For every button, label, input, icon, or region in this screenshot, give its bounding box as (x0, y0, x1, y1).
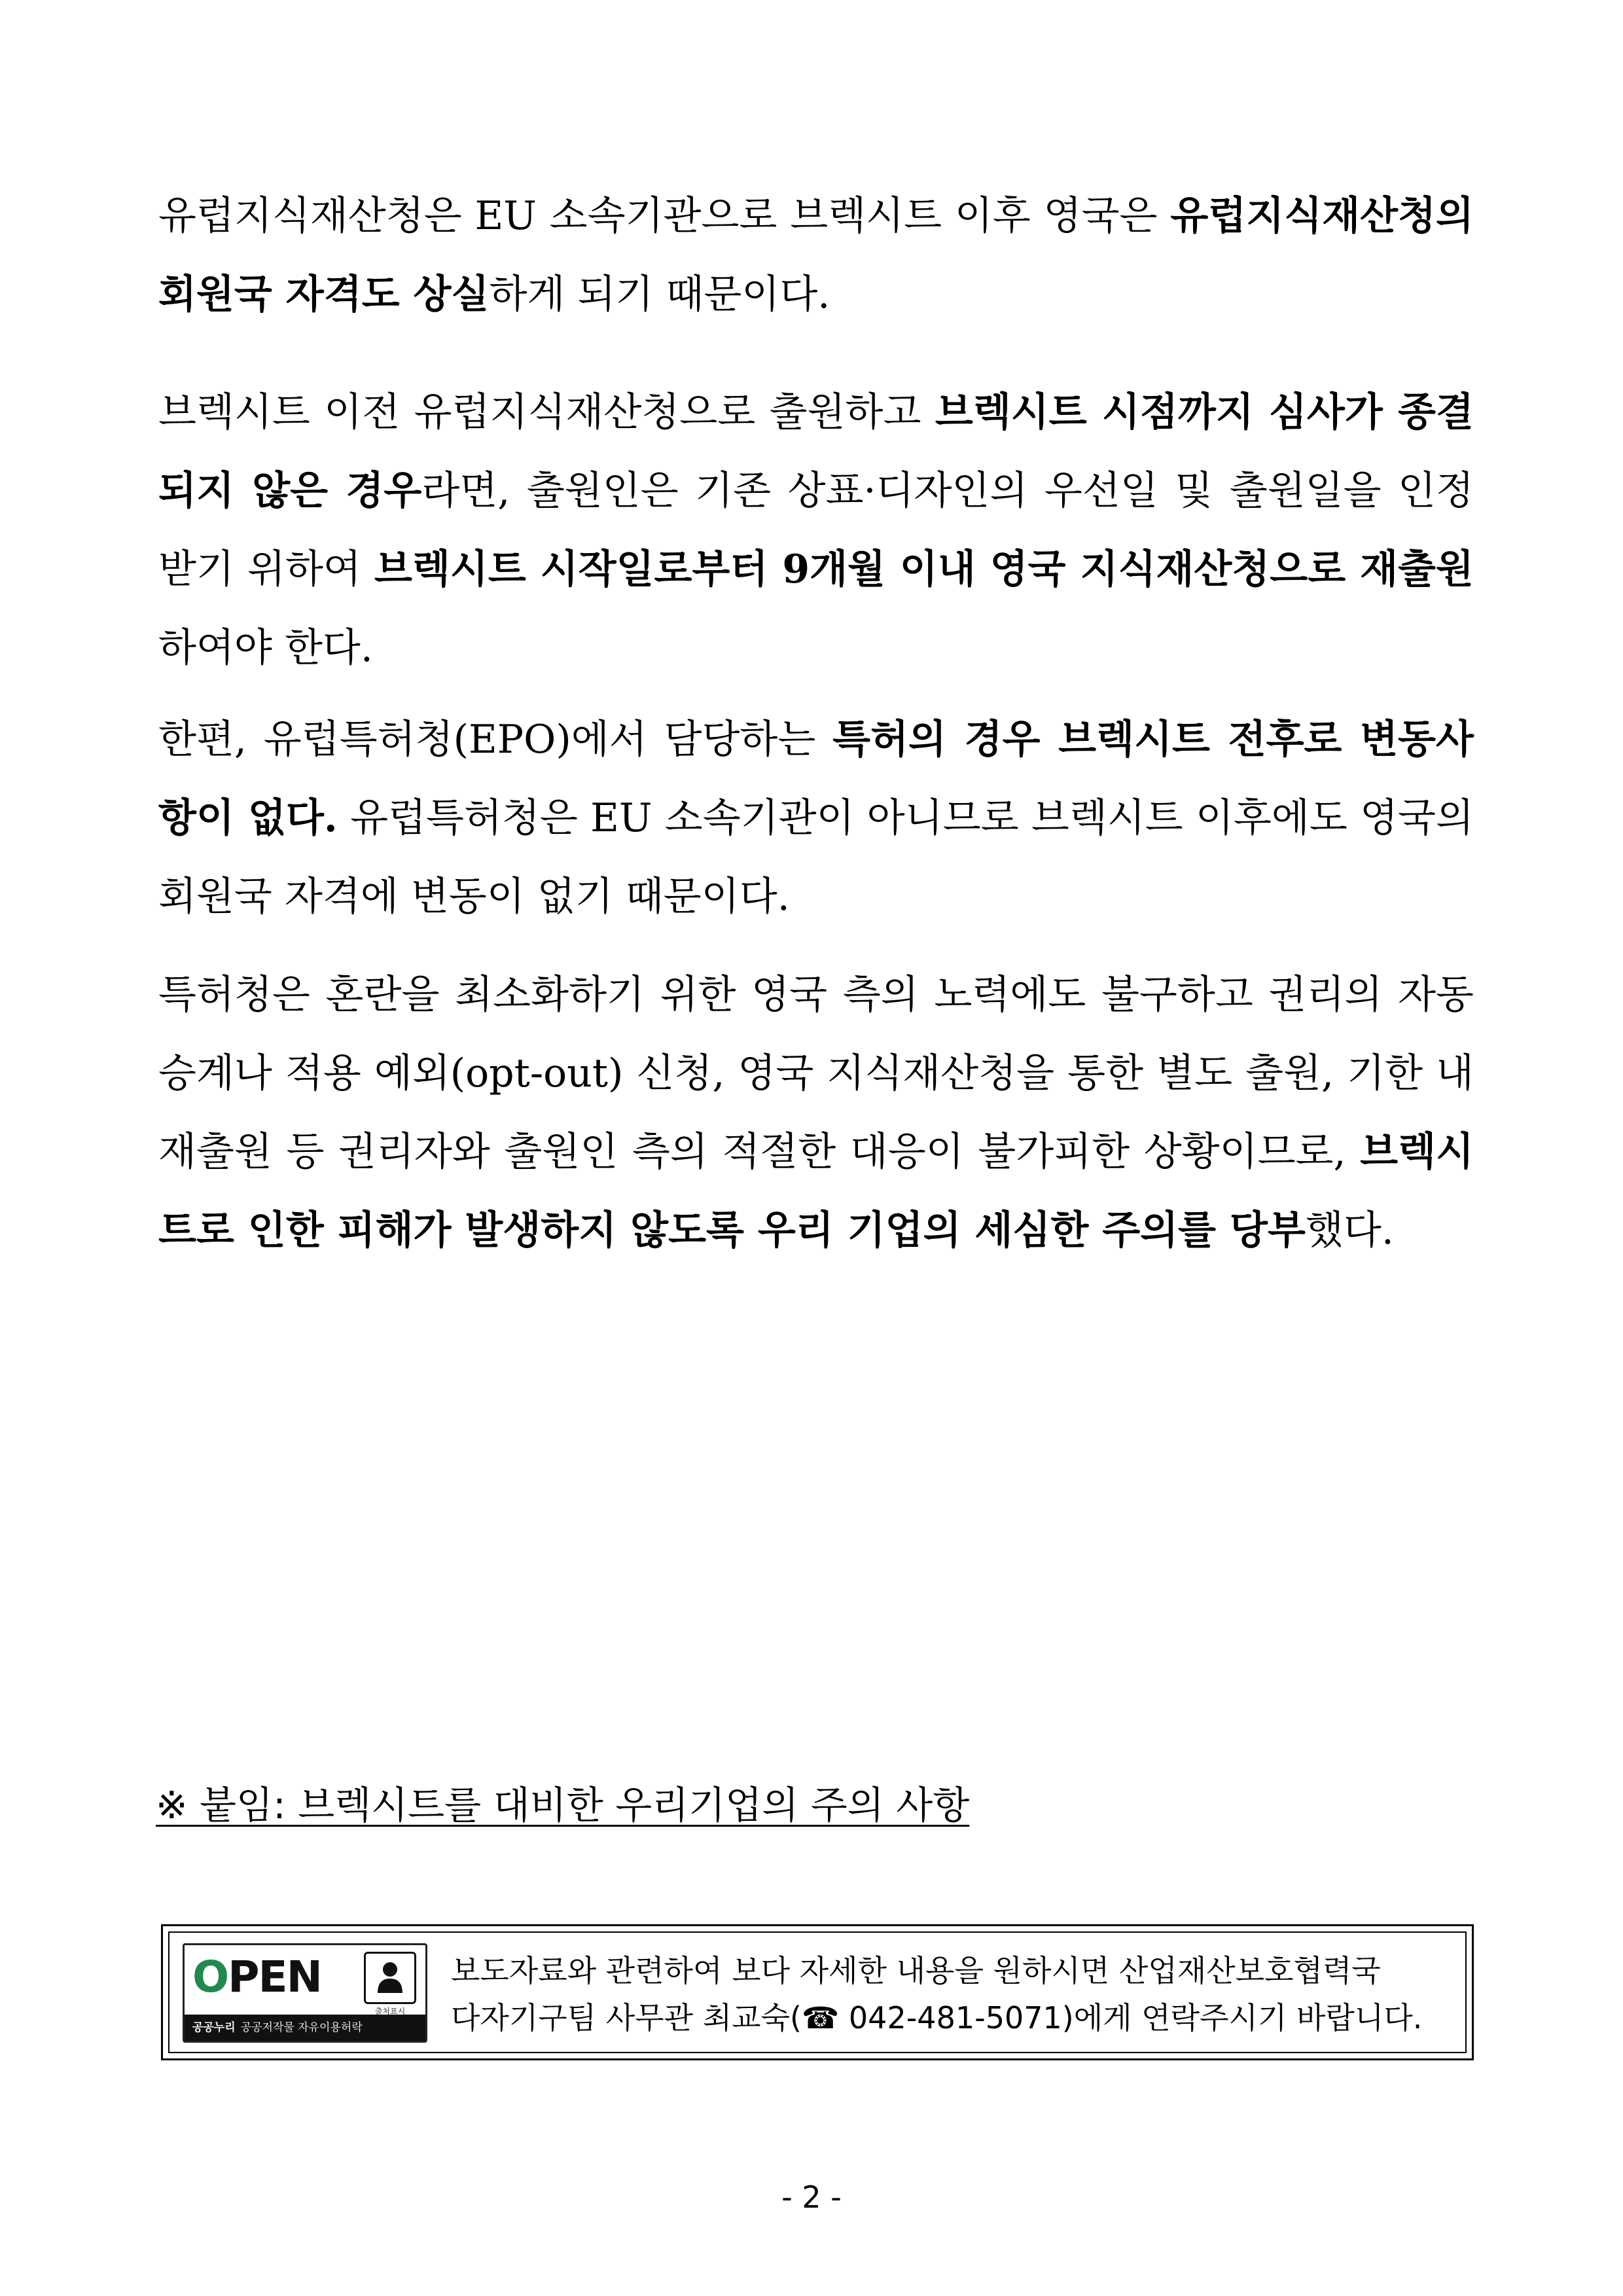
paragraph-3 (158, 700, 1474, 936)
body-text: 라면, 출원인은 기존 상표·디자인의 우선일 및 출원일을 인정받기 위하여 (158, 468, 1474, 592)
open-wordmark: OPEN (192, 1952, 321, 2002)
emphasis-text: 브렉시트 시작일로부터 9개월 이내 영국 지식재산청으로 재출원 (374, 547, 1474, 592)
paragraph-4 (158, 956, 1474, 1270)
kogl-bar: 공공누리 공공저작물 자유이용허락 (185, 2015, 425, 2041)
body-text: 하게 되기 때문이다. (489, 272, 830, 317)
contact-box (161, 1924, 1474, 2060)
emphasis-text: 유럽지식재산청의 회원국 자격도 상실 (158, 193, 1474, 317)
attribution-person-icon (364, 1952, 416, 2004)
paragraph-2 (158, 373, 1474, 687)
kogl-open-logo (183, 1943, 427, 2043)
paragraph-1 (158, 177, 1474, 334)
emphasis-text: 브렉시트로 인한 피해가 발생하지 않도록 우리 기업의 세심한 주의를 당부 (158, 1129, 1474, 1253)
contact-line-1: 보도자료와 관련하여 보다 자세한 내용을 원하시면 산업재산보호협력국 (451, 1953, 1381, 1988)
emphasis-text: 브렉시트 시점까지 심사가 종결되지 않은 경우 (158, 389, 1474, 514)
body-text: 하여야 한다. (158, 625, 373, 671)
contact-line-2: 다자기구팀 사무관 최교숙(☎ 042-481-5071)에게 연락주시기 바랍니다. (451, 2000, 1423, 2036)
page-number: - 2 - (781, 2179, 842, 2215)
attribution-label: 출처표시 (374, 2007, 406, 2016)
body-text: 특허청은 혼란을 최소화하기 위한 영국 측의 노력에도 불구하고 권리의 자동 승계나 적용 예외(opt-out) 신청, 영국 지식재산청을 통한 별도 출원, 기한 내 재출원 등 권리자와 출원인 측의 적절한 대응이 불가피한 상황이므로, (158, 972, 1474, 1175)
body-text: 한편, 유럽특허청(EPO)에서 담당하는 (158, 717, 833, 762)
body-text: 유럽지식재산청은 EU 소속기관으로 브렉시트 이후 영국은 (158, 193, 1171, 239)
body-text: 유럽특허청은 EU 소속기관이 아니므로 브렉시트 이후에도 영국의 회원국 자격에 변동이 없기 때문이다. (158, 795, 1474, 920)
contact-text (451, 1947, 1459, 2041)
body-text: 했다. (1305, 1208, 1394, 1253)
attachment-note: ※ 붙임: 브렉시트를 대비한 우리기업의 주의 사항 (156, 1783, 970, 1827)
body-text: 브렉시트 이전 유럽지식재산청으로 출원하고 (158, 389, 935, 435)
emphasis-text: 특허의 경우 브렉시트 전후로 변동사항이 없다. (158, 717, 1474, 841)
